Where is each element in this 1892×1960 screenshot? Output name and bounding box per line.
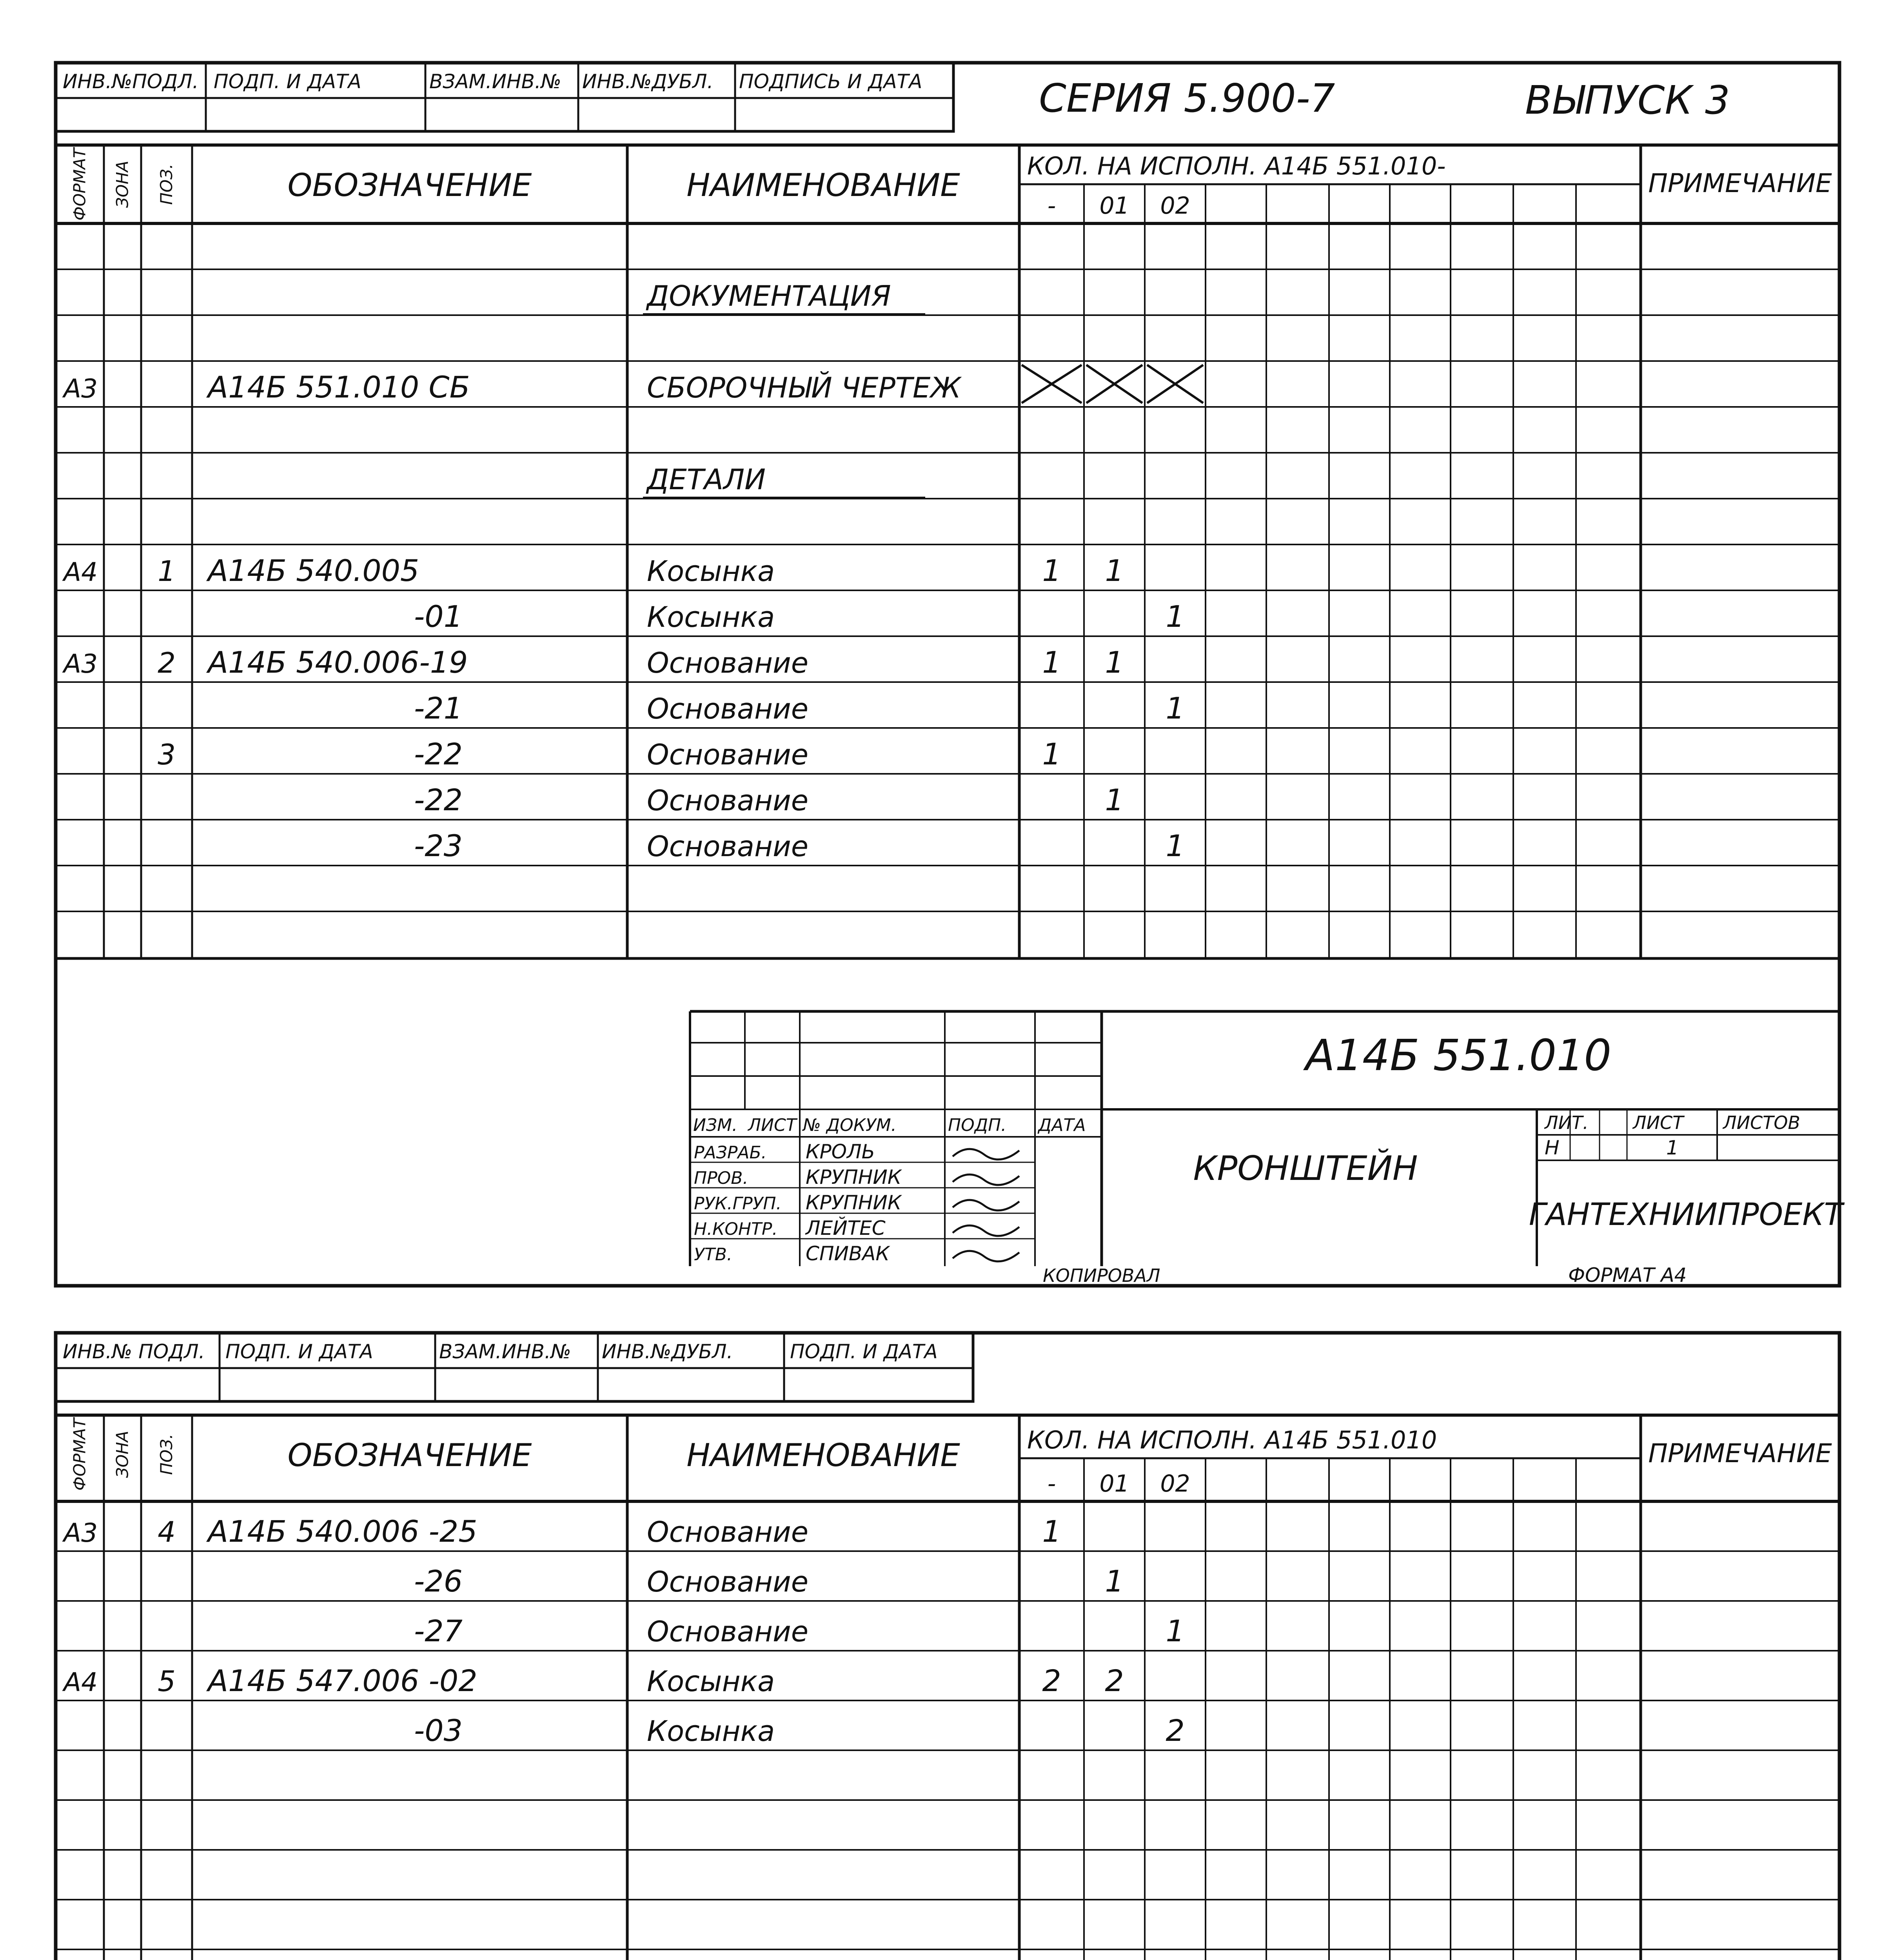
col-zone: ЗОНА (113, 1430, 132, 1478)
table-row (414, 782, 1124, 817)
cell-qty: 1 (1105, 553, 1124, 588)
cross-mark (1086, 365, 1142, 403)
stamp2-col-2: ПОДП. И ДАТА (225, 1340, 373, 1363)
cell-pos: 3 (158, 738, 176, 771)
col-zone: ЗОНА (113, 160, 132, 208)
col-designation: ОБОЗНАЧЕНИЕ (287, 1437, 532, 1474)
cell-format: А3 (64, 374, 98, 404)
tb-person: ЛЕЙТЕС (806, 1217, 886, 1240)
tb-sheet-value: 1 (1666, 1136, 1679, 1159)
tb-person: КРОЛЬ (806, 1140, 875, 1163)
cell-designation: -22 (414, 782, 463, 817)
cell-format: А4 (64, 1667, 98, 1697)
tb-lit-value: Н (1545, 1136, 1560, 1159)
cell-designation: А14Б 551.010 СБ (208, 370, 470, 405)
stamp-col-2: ПОДП. И ДАТА (214, 70, 361, 93)
tb-copied: КОПИРОВАЛ (1043, 1265, 1160, 1286)
cell-designation: А14Б 540.006 -25 (208, 1514, 478, 1549)
signature-scribble (953, 1225, 1019, 1236)
tb-person: СПИВАК (806, 1242, 890, 1265)
stamp2-col-1: ИНВ.№ ПОДЛ. (63, 1340, 205, 1363)
table-row (62, 365, 1203, 405)
col-designation: ОБОЗНАЧЕНИЕ (287, 167, 532, 203)
table-row (158, 737, 1061, 771)
cell-designation: -21 (414, 691, 463, 726)
cell-designation: -27 (414, 1613, 463, 1648)
col-qty-sub: 02 (1160, 192, 1190, 220)
col-pos: ПОЗ. (157, 163, 176, 205)
cell-name: ДЕТАЛИ (647, 463, 766, 496)
cell-name: Косынка (647, 1715, 775, 1748)
tb-role: ПРОВ. (694, 1168, 748, 1188)
stamp-col-3: ВЗАМ.ИНВ.№ (429, 70, 561, 93)
cell-designation: -23 (414, 828, 463, 863)
cell-name: ДОКУМЕНТАЦИЯ (647, 279, 891, 312)
cell-designation: -03 (414, 1713, 463, 1748)
table-row (414, 1713, 1185, 1748)
cell-name: Основание (647, 738, 809, 771)
cell-pos: 5 (158, 1665, 176, 1698)
cell-designation: А14Б 547.006 -02 (208, 1663, 478, 1698)
cell-name: Основание (647, 784, 809, 817)
signature-scribble (953, 1149, 1019, 1160)
tb-head-3: ПОДП. (948, 1115, 1007, 1135)
cell-format: А3 (64, 649, 98, 679)
table-row (62, 553, 1124, 588)
tb-lit-label: ЛИТ. (1545, 1112, 1589, 1133)
sheet-2 (56, 1333, 1839, 1960)
col-note: ПРИМЕЧАНИЕ (1648, 168, 1832, 198)
cell-qty: 2 (1042, 1663, 1061, 1698)
cell-name: Косынка (647, 555, 775, 588)
table-row (414, 599, 1185, 634)
col-format: ФОРМАТ (70, 148, 89, 221)
table-row (62, 1514, 1061, 1549)
stamp-col-4: ИНВ.№ДУБЛ. (582, 70, 714, 93)
col-qty-header: КОЛ. НА ИСПОЛН. А14Б 551.010- (1027, 152, 1446, 180)
signature-scribble (953, 1251, 1019, 1261)
cross-mark (1147, 365, 1203, 403)
stamp-col-5: ПОДПИСЬ И ДАТА (739, 70, 922, 93)
cell-qty: 1 (1166, 691, 1185, 726)
cell-format: А4 (64, 557, 98, 587)
cell-name: Косынка (647, 601, 775, 633)
col-format: ФОРМАТ (70, 1418, 89, 1491)
tb-role: Н.КОНТР. (694, 1219, 778, 1239)
tb-role: РАЗРАБ. (694, 1143, 767, 1163)
cell-name: Основание (647, 1615, 809, 1648)
cell-pos: 4 (158, 1515, 176, 1548)
cell-designation: -22 (414, 737, 463, 771)
signature-scribble (953, 1200, 1019, 1210)
tb-role: РУК.ГРУП. (694, 1194, 782, 1214)
cell-name: Косынка (647, 1665, 775, 1698)
stamp2-col-5: ПОДП. И ДАТА (790, 1340, 938, 1363)
cell-format: А3 (64, 1518, 98, 1548)
cell-qty: 2 (1105, 1663, 1124, 1698)
title-block-1 (690, 1011, 1845, 1287)
cell-qty: 1 (1105, 782, 1124, 817)
cell-qty: 1 (1166, 828, 1185, 863)
spec-table-2 (56, 1415, 1839, 1960)
stamp-col-1: ИНВ.№ПОДЛ. (63, 70, 199, 93)
signature-scribble (953, 1174, 1019, 1185)
cell-name: Основание (647, 830, 809, 863)
cell-qty: 1 (1042, 737, 1061, 771)
table-row (414, 1613, 1185, 1648)
table-row (643, 279, 925, 314)
tb-head-1: ЛИСТ (748, 1115, 797, 1135)
cell-name: Основание (647, 692, 809, 725)
col-note: ПРИМЕЧАНИЕ (1648, 1438, 1832, 1468)
table-row (643, 463, 925, 498)
cell-pos: 2 (158, 646, 176, 679)
cell-qty: 1 (1042, 645, 1061, 680)
tb-head-4: ДАТА (1038, 1115, 1086, 1135)
sheet2-frame (56, 1333, 1839, 1960)
tb-head-0: ИЗМ. (693, 1115, 738, 1135)
cell-name: Основание (647, 1515, 809, 1548)
col-pos: ПОЗ. (157, 1434, 176, 1475)
table-row (414, 1564, 1124, 1599)
col-name: НАИМЕНОВАНИЕ (686, 1437, 960, 1474)
tb-role: УТВ. (694, 1245, 732, 1265)
table-row (62, 1663, 1124, 1698)
tb-sheets-label: ЛИСТОВ (1723, 1112, 1800, 1133)
series-title: СЕРИЯ 5.900-7 (1039, 75, 1335, 121)
stamp2-col-3: ВЗАМ.ИНВ.№ (439, 1340, 571, 1363)
issue-title: ВЫПУСК 3 (1525, 77, 1730, 123)
cell-designation: А14Б 540.006-19 (208, 645, 468, 680)
tb-sheet-label: ЛИСТ (1633, 1112, 1684, 1133)
cell-qty: 1 (1105, 1564, 1124, 1599)
tb-person: КРУПНИК (806, 1191, 902, 1214)
col-name: НАИМЕНОВАНИЕ (686, 167, 960, 203)
col-qty-header: КОЛ. НА ИСПОЛН. А14Б 551.010 (1027, 1426, 1437, 1454)
cell-name: Основание (647, 1565, 809, 1598)
cell-qty: 1 (1166, 599, 1185, 634)
spec-table-1 (56, 145, 1839, 958)
tb-head-2: № ДОКУМ. (803, 1115, 897, 1135)
table-row (62, 645, 1124, 680)
cell-pos: 1 (158, 555, 176, 588)
cell-qty: 2 (1166, 1713, 1185, 1748)
cell-designation: -01 (414, 599, 463, 634)
cell-designation: -26 (414, 1564, 463, 1599)
cell-qty: 1 (1042, 1514, 1061, 1549)
col-qty-sub: 02 (1160, 1470, 1190, 1497)
stamp-table-1 (56, 63, 953, 131)
stamp-table-2 (56, 1333, 973, 1401)
cell-name: СБОРОЧНЫЙ ЧЕРТЕЖ (647, 371, 961, 404)
stamp2-col-4: ИНВ.№ДУБЛ. (602, 1340, 733, 1363)
cell-designation: А14Б 540.005 (208, 553, 419, 588)
cell-qty: 1 (1105, 645, 1124, 680)
tb-format: ФОРМАТ А4 (1568, 1264, 1687, 1287)
table-row (414, 691, 1185, 726)
tb-product: КРОНШТЕЙН (1193, 1149, 1418, 1188)
cross-mark (1022, 365, 1082, 403)
sheet-1 (56, 63, 1845, 1287)
col-qty-sub: - (1047, 192, 1056, 220)
cell-qty: 1 (1166, 1613, 1185, 1648)
cell-qty: 1 (1042, 553, 1061, 588)
table-row (414, 828, 1185, 863)
tb-person: КРУПНИК (806, 1166, 902, 1189)
col-qty-sub: 01 (1099, 192, 1129, 220)
tb-code: А14Б 551.010 (1305, 1030, 1612, 1080)
tb-org: ГАНТЕХНИИПРОЕКТ (1529, 1197, 1843, 1232)
cell-name: Основание (647, 646, 809, 679)
col-qty-sub: 01 (1099, 1470, 1129, 1497)
col-qty-sub: - (1047, 1470, 1056, 1497)
